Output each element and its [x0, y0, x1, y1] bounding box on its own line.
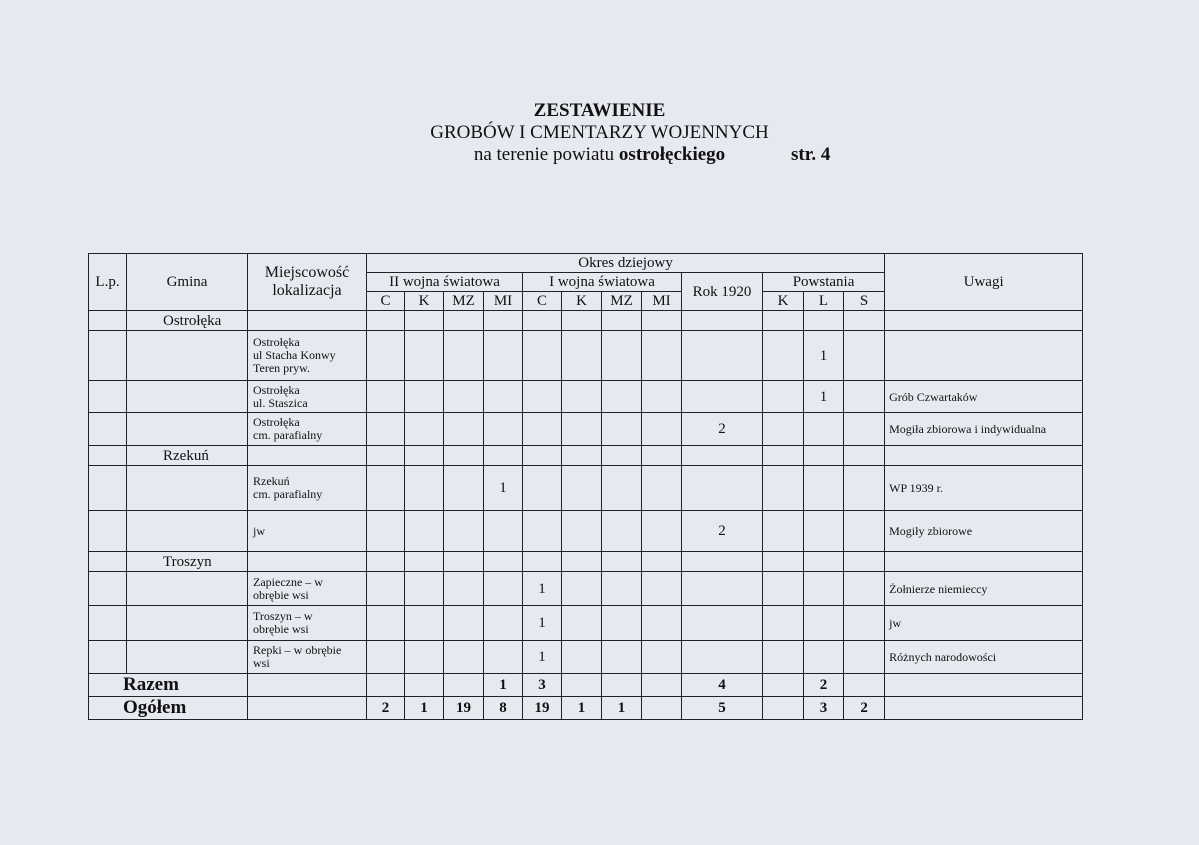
document-header — [0, 100, 1199, 166]
area-name: ostrołęckiego — [618, 144, 726, 165]
value-cell — [523, 466, 562, 511]
col-ww2: II wojna światowa — [367, 273, 523, 292]
value-cell: 2 — [682, 511, 763, 552]
table-row — [89, 381, 1083, 413]
empty-cell — [682, 552, 763, 572]
empty-cell — [682, 311, 763, 331]
value-cell — [405, 331, 444, 381]
empty-cell — [523, 552, 562, 572]
uwagi-cell: Mogiła zbiorowa i indywidualna — [885, 413, 1083, 446]
value-cell — [484, 381, 523, 413]
value-cell — [763, 466, 804, 511]
empty-cell — [484, 311, 523, 331]
col-sub-powstania-s: S — [844, 292, 885, 311]
value-cell — [602, 466, 642, 511]
empty-cell — [523, 311, 562, 331]
value-cell — [844, 331, 885, 381]
document-title: ZESTAWIENIE — [533, 100, 666, 121]
location-cell: Ostrołęka cm. parafialny — [248, 413, 367, 446]
total-value — [844, 674, 885, 697]
lp-cell — [89, 511, 127, 552]
value-cell — [562, 466, 602, 511]
total-value — [405, 674, 444, 697]
value-cell: 2 — [682, 413, 763, 446]
col-powstania: Powstania — [763, 273, 885, 292]
value-cell — [484, 606, 523, 641]
value-cell — [484, 511, 523, 552]
value-cell — [844, 641, 885, 674]
gmina-cell — [127, 413, 248, 446]
empty-cell — [444, 446, 484, 466]
value-cell — [562, 641, 602, 674]
value-cell — [602, 572, 642, 606]
total-value — [562, 674, 602, 697]
value-cell — [602, 331, 642, 381]
total-label: Razem — [89, 674, 248, 697]
table-row — [89, 511, 1083, 552]
value-cell — [367, 641, 405, 674]
empty-cell — [248, 552, 367, 572]
value-cell — [405, 641, 444, 674]
empty-cell — [367, 311, 405, 331]
total-value: 8 — [484, 697, 523, 720]
value-cell — [763, 413, 804, 446]
value-cell — [844, 606, 885, 641]
col-ww1: I wojna światowa — [523, 273, 682, 292]
table-row — [89, 466, 1083, 511]
uwagi-cell: jw — [885, 606, 1083, 641]
value-cell — [642, 511, 682, 552]
value-cell — [444, 331, 484, 381]
razem-row — [89, 674, 1083, 697]
location-cell: Ostrołęka ul Stacha Konwy Teren pryw. — [248, 331, 367, 381]
empty-cell — [444, 552, 484, 572]
value-cell — [444, 381, 484, 413]
gmina-row — [89, 552, 1083, 572]
value-cell — [367, 381, 405, 413]
total-value — [642, 697, 682, 720]
value-cell — [444, 466, 484, 511]
empty-cell — [248, 446, 367, 466]
value-cell — [367, 413, 405, 446]
area-prefix: na terenie powiatu — [473, 144, 615, 165]
value-cell — [562, 413, 602, 446]
value-cell — [844, 413, 885, 446]
value-cell: 1 — [523, 606, 562, 641]
value-cell — [562, 572, 602, 606]
empty-cell — [562, 446, 602, 466]
value-cell — [367, 466, 405, 511]
table-row — [89, 606, 1083, 641]
graves-table — [88, 253, 1083, 720]
value-cell — [444, 606, 484, 641]
location-cell: Rzekuń cm. parafialny — [248, 466, 367, 511]
value-cell — [405, 606, 444, 641]
uwagi-cell — [885, 331, 1083, 381]
header-row-1 — [89, 254, 1083, 273]
total-label: Ogółem — [89, 697, 248, 720]
lp-cell — [89, 381, 127, 413]
col-uwagi: Uwagi — [885, 254, 1083, 311]
empty-cell — [642, 552, 682, 572]
value-cell — [763, 641, 804, 674]
empty-cell — [484, 552, 523, 572]
value-cell — [484, 572, 523, 606]
empty-cell — [682, 446, 763, 466]
value-cell — [642, 572, 682, 606]
value-cell — [484, 331, 523, 381]
value-cell — [682, 572, 763, 606]
value-cell — [682, 381, 763, 413]
value-cell — [602, 606, 642, 641]
total-value — [763, 697, 804, 720]
value-cell — [763, 331, 804, 381]
gmina-row — [89, 311, 1083, 331]
uwagi-cell: Mogiły zbiorowe — [885, 511, 1083, 552]
gmina-cell — [127, 606, 248, 641]
value-cell — [523, 381, 562, 413]
empty-cell — [405, 311, 444, 331]
total-value: 19 — [444, 697, 484, 720]
uwagi-cell: Różnych narodowości — [885, 641, 1083, 674]
col-rok1920: Rok 1920 — [682, 273, 763, 311]
value-cell — [642, 466, 682, 511]
uwagi-cell: Grób Czwartaków — [885, 381, 1083, 413]
value-cell — [405, 381, 444, 413]
value-cell — [562, 331, 602, 381]
value-cell — [642, 413, 682, 446]
empty-cell — [484, 446, 523, 466]
empty-cell — [367, 552, 405, 572]
total-value — [367, 674, 405, 697]
value-cell — [682, 331, 763, 381]
value-cell — [602, 381, 642, 413]
total-value: 5 — [682, 697, 763, 720]
value-cell — [763, 606, 804, 641]
document-subtitle: GROBÓW I CMENTARZY WOJENNYCH — [430, 122, 769, 143]
gmina-cell — [127, 331, 248, 381]
table-row — [89, 413, 1083, 446]
value-cell — [804, 572, 844, 606]
value-cell — [804, 466, 844, 511]
value-cell — [562, 511, 602, 552]
total-value: 3 — [523, 674, 562, 697]
value-cell — [444, 572, 484, 606]
empty-cell — [444, 311, 484, 331]
gmina-cell — [127, 511, 248, 552]
page-number: str. 4 — [791, 144, 831, 165]
empty-cell — [642, 311, 682, 331]
value-cell — [367, 606, 405, 641]
total-value: 1 — [602, 697, 642, 720]
value-cell — [682, 466, 763, 511]
value-cell: 1 — [484, 466, 523, 511]
lp-cell — [89, 641, 127, 674]
value-cell — [804, 413, 844, 446]
total-value: 4 — [682, 674, 763, 697]
lp-cell — [89, 331, 127, 381]
document-area-line — [0, 144, 1199, 166]
total-value: 1 — [405, 697, 444, 720]
value-cell: 1 — [523, 641, 562, 674]
value-cell — [763, 572, 804, 606]
col-lp: L.p. — [89, 254, 127, 311]
table-row — [89, 641, 1083, 674]
gmina-name: Ostrołęka — [127, 311, 248, 331]
value-cell — [804, 641, 844, 674]
lp-cell — [89, 413, 127, 446]
value-cell — [804, 606, 844, 641]
value-cell — [562, 381, 602, 413]
value-cell — [367, 572, 405, 606]
area-text — [0, 144, 1199, 166]
value-cell — [444, 413, 484, 446]
col-sub-ww1-mz: MZ — [602, 292, 642, 311]
gmina-name: Troszyn — [127, 552, 248, 572]
empty-cell — [602, 311, 642, 331]
empty-cell — [405, 552, 444, 572]
lp-cell — [89, 572, 127, 606]
ogolem-row — [89, 697, 1083, 720]
value-cell — [844, 572, 885, 606]
value-cell: 1 — [804, 331, 844, 381]
location-cell: Repki – w obrębie wsi — [248, 641, 367, 674]
value-cell — [405, 413, 444, 446]
location-cell: jw — [248, 511, 367, 552]
value-cell — [602, 413, 642, 446]
value-cell — [682, 641, 763, 674]
value-cell — [484, 641, 523, 674]
lp-cell — [89, 552, 127, 572]
location-cell: Ostrołęka ul. Staszica — [248, 381, 367, 413]
empty-cell — [367, 446, 405, 466]
value-cell — [642, 381, 682, 413]
table-row — [89, 572, 1083, 606]
gmina-cell — [127, 381, 248, 413]
value-cell — [602, 641, 642, 674]
table-row — [89, 331, 1083, 381]
value-cell: 1 — [523, 572, 562, 606]
empty-cell — [804, 311, 844, 331]
uwagi-cell: WP 1939 r. — [885, 466, 1083, 511]
col-sub-ww1-mi: MI — [642, 292, 682, 311]
lp-cell — [89, 311, 127, 331]
value-cell — [642, 641, 682, 674]
location-cell: Troszyn – w obrębie wsi — [248, 606, 367, 641]
value-cell — [444, 511, 484, 552]
total-value — [763, 674, 804, 697]
lp-cell — [89, 446, 127, 466]
total-value: 2 — [804, 674, 844, 697]
value-cell — [642, 606, 682, 641]
value-cell: 1 — [804, 381, 844, 413]
value-cell — [682, 606, 763, 641]
value-cell — [763, 381, 804, 413]
empty-cell — [763, 311, 804, 331]
empty-cell — [844, 552, 885, 572]
empty-cell — [804, 552, 844, 572]
value-cell — [523, 413, 562, 446]
col-sub-ww2-c: C — [367, 292, 405, 311]
col-sub-ww2-mz: MZ — [444, 292, 484, 311]
col-sub-powstania-k: K — [763, 292, 804, 311]
empty-cell — [844, 446, 885, 466]
empty-cell — [602, 552, 642, 572]
value-cell — [844, 511, 885, 552]
total-value: 1 — [484, 674, 523, 697]
value-cell — [602, 511, 642, 552]
value-cell — [444, 641, 484, 674]
total-value: 1 — [562, 697, 602, 720]
col-sub-ww2-mi: MI — [484, 292, 523, 311]
col-miejscowosc: Miejscowość lokalizacja — [248, 254, 367, 311]
gmina-cell — [127, 572, 248, 606]
empty-cell — [523, 446, 562, 466]
value-cell — [523, 331, 562, 381]
value-cell — [844, 466, 885, 511]
value-cell — [804, 511, 844, 552]
gmina-cell — [127, 466, 248, 511]
empty-cell — [405, 446, 444, 466]
total-value — [444, 674, 484, 697]
empty-cell — [562, 552, 602, 572]
empty-cell — [763, 552, 804, 572]
gmina-name: Rzekuń — [127, 446, 248, 466]
empty-cell — [885, 674, 1083, 697]
empty-cell — [562, 311, 602, 331]
value-cell — [484, 413, 523, 446]
gmina-row — [89, 446, 1083, 466]
col-sub-ww1-k: K — [562, 292, 602, 311]
total-value: 3 — [804, 697, 844, 720]
empty-cell — [602, 446, 642, 466]
empty-cell — [248, 697, 367, 720]
lp-cell — [89, 466, 127, 511]
empty-cell — [248, 674, 367, 697]
value-cell — [405, 511, 444, 552]
col-gmina: Gmina — [127, 254, 248, 311]
total-value: 2 — [844, 697, 885, 720]
value-cell — [367, 331, 405, 381]
uwagi-cell: Żołnierze niemieccy — [885, 572, 1083, 606]
col-okres: Okres dziejowy — [367, 254, 885, 273]
value-cell — [642, 331, 682, 381]
value-cell — [562, 606, 602, 641]
value-cell — [523, 511, 562, 552]
total-value: 2 — [367, 697, 405, 720]
col-sub-ww2-k: K — [405, 292, 444, 311]
empty-cell — [885, 552, 1083, 572]
value-cell — [763, 511, 804, 552]
lp-cell — [89, 606, 127, 641]
value-cell — [405, 572, 444, 606]
total-value — [602, 674, 642, 697]
gmina-cell — [127, 641, 248, 674]
empty-cell — [804, 446, 844, 466]
empty-cell — [885, 446, 1083, 466]
empty-cell — [844, 311, 885, 331]
col-sub-powstania-l: L — [804, 292, 844, 311]
empty-cell — [642, 446, 682, 466]
empty-cell — [885, 311, 1083, 331]
total-value — [642, 674, 682, 697]
value-cell — [405, 466, 444, 511]
empty-cell — [885, 697, 1083, 720]
total-value: 19 — [523, 697, 562, 720]
col-sub-ww1-c: C — [523, 292, 562, 311]
empty-cell — [248, 311, 367, 331]
location-cell: Zapieczne – w obrębie wsi — [248, 572, 367, 606]
empty-cell — [763, 446, 804, 466]
value-cell — [367, 511, 405, 552]
value-cell — [844, 381, 885, 413]
